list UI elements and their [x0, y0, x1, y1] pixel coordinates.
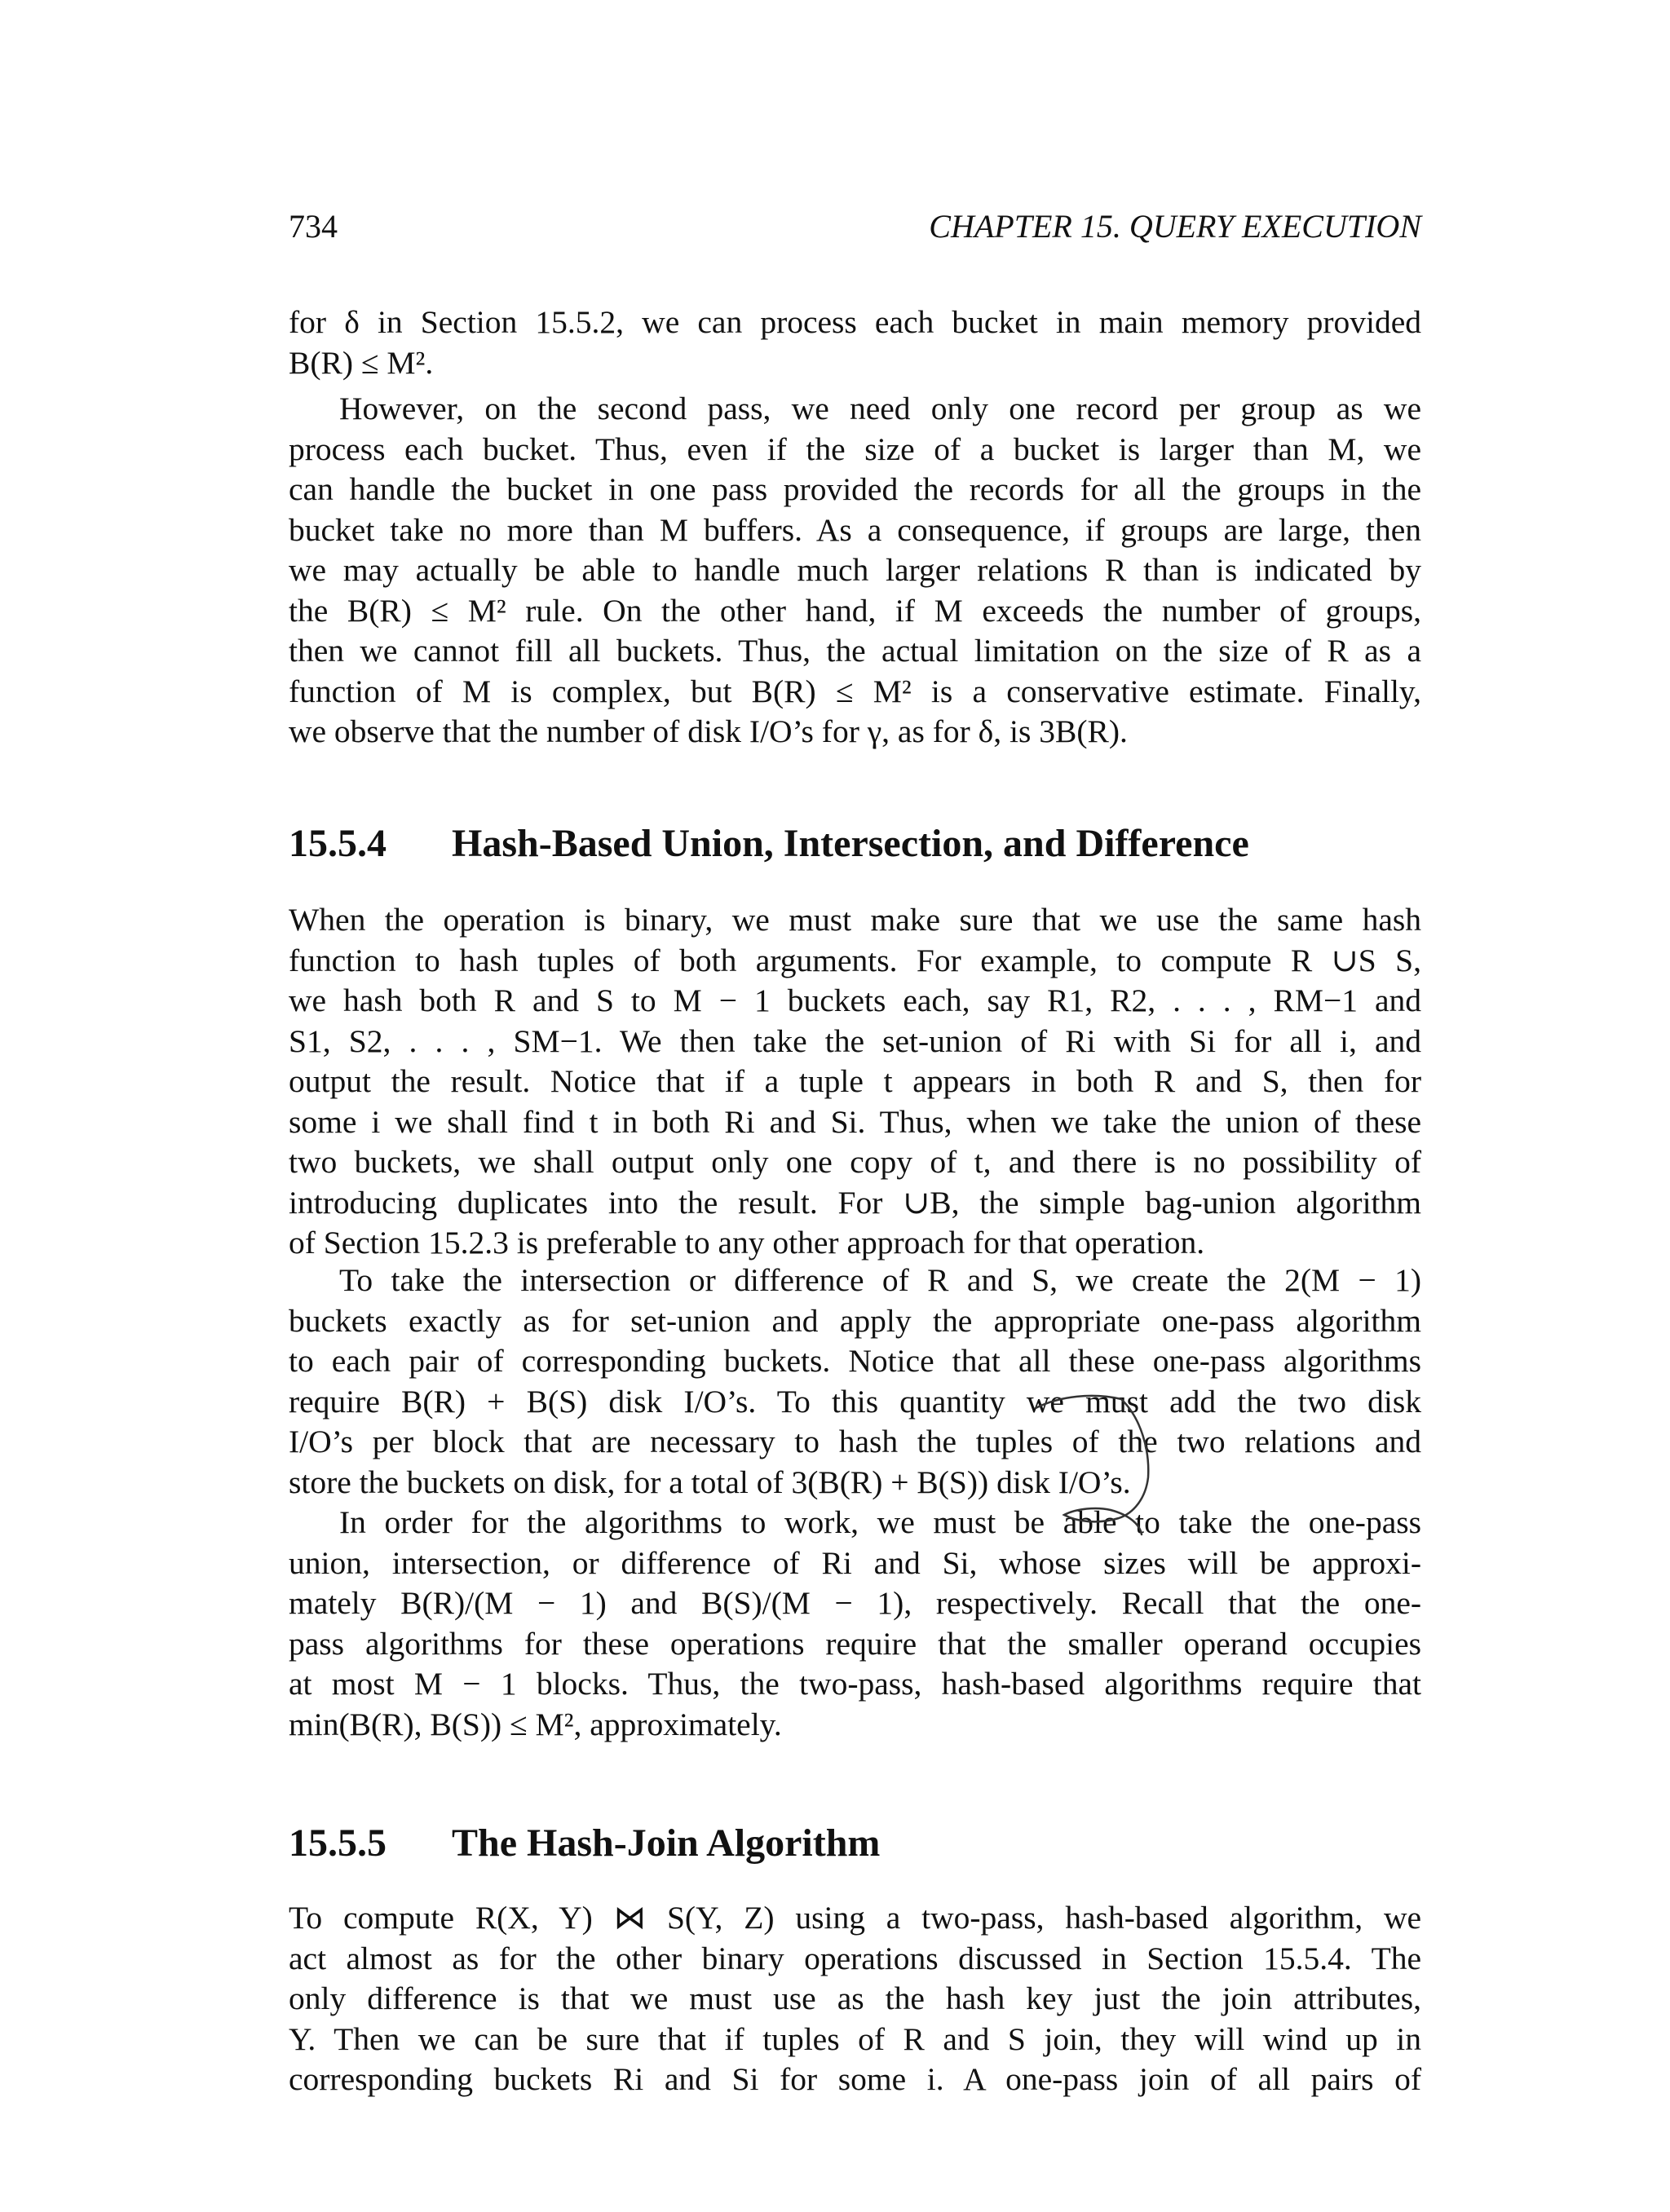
text-line: we hash both R and S to M − 1 buckets each, say R1, R2, . . . , RM−1 and — [289, 982, 1421, 1018]
text-line: min(B(R), B(S)) ≤ M², approximately. — [289, 1706, 782, 1742]
section-number: 15.5.4 — [289, 822, 387, 865]
text-line: S1, S2, . . . , SM−1. We then take the set-union of Ri with Si for all i, and — [289, 1022, 1421, 1059]
text-line: To compute R(X, Y) ⋈ S(Y, Z) using a two-pass, hash-based algorithm, we — [289, 1900, 1421, 1936]
section-heading-15-5-5 — [289, 1821, 1421, 1865]
text-line: mately B(R)/(M − 1) and B(S)/(M − 1), respectively. Recall that the one- — [289, 1585, 1421, 1621]
page-number: 734 — [289, 208, 338, 245]
text-line: we observe that the number of disk I/O’s for γ, as for δ, is 3B(R). — [289, 713, 1128, 749]
intro-paragraph-1 — [289, 302, 1421, 383]
section-15-5-4-paragraph-3 — [289, 1503, 1421, 1745]
text-line: Y. Then we can be sure that if tuples of R and S join, they will wind up in — [289, 2020, 1421, 2057]
section-15-5-4-paragraph-2 — [289, 1261, 1421, 1503]
text-line: process each bucket. Thus, even if the size of a bucket is larger than M, we — [289, 430, 1421, 467]
text-line: When the operation is binary, we must make sure that we use the same hash — [289, 902, 1421, 938]
text-line: output the result. Notice that if a tuple t appears in both R and S, then for — [289, 1063, 1421, 1099]
text-line: can handle the bucket in one pass provided the records for all the groups in the — [289, 471, 1421, 507]
section-number: 15.5.5 — [289, 1821, 387, 1865]
text-line: In order for the algorithms to work, we must be able to take the one-pass — [339, 1504, 1421, 1540]
text-line: B(R) ≤ M². — [289, 344, 434, 381]
section-heading-15-5-4 — [289, 821, 1421, 866]
text-line: I/O’s per block that are necessary to hash the tuples of the two relations and — [289, 1424, 1421, 1459]
text-line: to each pair of corresponding buckets. Notice that all these one-pass algorithms — [289, 1343, 1421, 1379]
text-line: the B(R) ≤ M² rule. On the other hand, if M exceeds the number of groups, — [289, 592, 1421, 629]
text-line: two buckets, we shall output only one copy of t, and there is no possibility of — [289, 1144, 1421, 1180]
text-line: However, on the second pass, we need only one record per group as we — [339, 391, 1421, 426]
section-title: The Hash-Join Algorithm — [452, 1821, 881, 1865]
text-line: To take the intersection or difference of R and S, we create the 2(M − 1) — [339, 1262, 1421, 1298]
section-15-5-5-paragraph-1 — [289, 1898, 1421, 2100]
text-line: bucket take no more than M buffers. As a consequence, if groups are large, then — [289, 511, 1421, 548]
text-line: function to hash tuples of both arguments. For example, to compute R ∪S S, — [289, 942, 1421, 978]
text-line: require B(R) + B(S) disk I/O’s. To this quantity we must add the two disk — [289, 1383, 1421, 1419]
intro-paragraph-2 — [289, 389, 1421, 753]
text-line: at most M − 1 blocks. Thus, the two-pass, hash-based algorithms require that — [289, 1666, 1421, 1702]
text-line: for δ in Section 15.5.2, we can process each bucket in main memory provided — [289, 304, 1421, 340]
text-line: of Section 15.2.3 is preferable to any other approach for that operation. — [289, 1225, 1205, 1261]
text-line: union, intersection, or difference of Ri and Si, whose sizes will be approxi- — [289, 1544, 1421, 1581]
text-line: then we cannot fill all buckets. Thus, the actual limitation on the size of R as a — [289, 633, 1421, 669]
text-line: function of M is complex, but B(R) ≤ M² is a conservative estimate. Finally, — [289, 673, 1421, 709]
text-line: pass algorithms for these operations require that the smaller operand occupies — [289, 1625, 1421, 1662]
section-title: Hash-Based Union, Intersection, and Difference — [452, 822, 1249, 865]
text-line: only difference is that we must use as the hash key just the join attributes, — [289, 1980, 1421, 2016]
text-line: introducing duplicates into the result. For ∪B, the simple bag-union algorithm — [289, 1184, 1421, 1221]
text-line: store the buckets on disk, for a total of 3(B(R) + B(S)) disk I/O’s. — [289, 1464, 1131, 1500]
text-line: some i we shall find t in both Ri and Si. Thus, when we take the union of these — [289, 1103, 1421, 1140]
text-line: buckets exactly as for set-union and apply the appropriate one-pass algorithm — [289, 1302, 1421, 1339]
running-title: CHAPTER 15. QUERY EXECUTION — [929, 208, 1421, 245]
text-line: act almost as for the other binary operations discussed in Section 15.5.4. The — [289, 1940, 1421, 1976]
page-header — [289, 207, 1421, 256]
text-line: corresponding buckets Ri and Si for some i. A one-pass join of all pairs of — [289, 2061, 1421, 2097]
section-15-5-4-paragraph-1 — [289, 900, 1421, 1264]
text-line: we may actually be able to handle much larger relations R than is indicated by — [289, 552, 1421, 588]
